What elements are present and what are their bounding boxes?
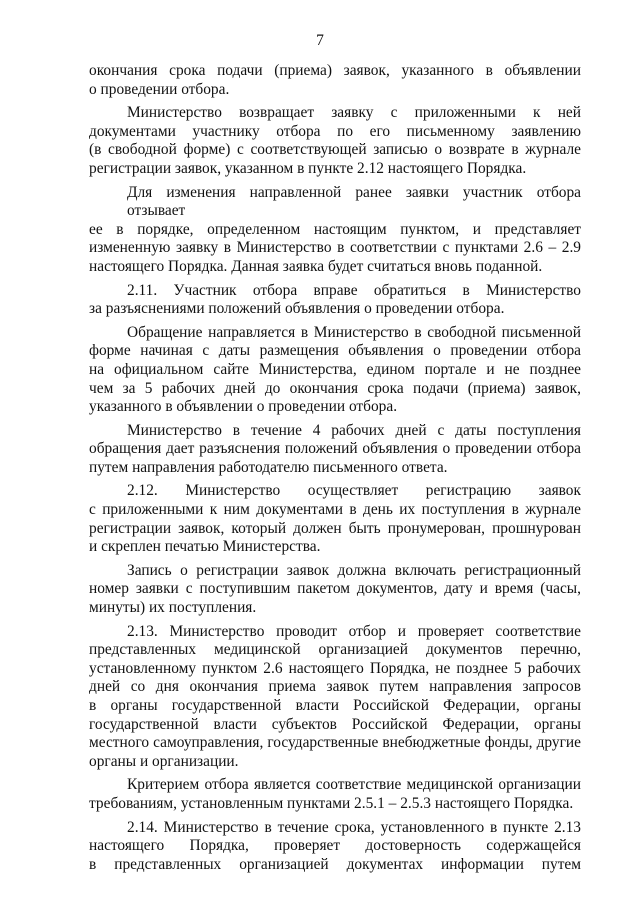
text-line: 2.11. Участник отбора вправе обратиться в Министерство [127, 281, 581, 299]
text-line: 2.13. Министерство проводит отбор и проверяет соответствие [127, 622, 581, 640]
text-line: Министерство возвращает заявку с приложенными к ней [127, 104, 581, 122]
text-line: настоящего Порядка, проверяет достоверность содержащейся [89, 837, 581, 855]
page-number: 7 [316, 32, 324, 49]
text-line: требованиям, установленным пунктами 2.5.1 – 2.5.3 настоящего Порядка. [89, 794, 574, 812]
text-line: номер заявки с поступившим пакетом документов, дату и время (часы, [89, 580, 581, 598]
text-line: путем направления работодателю письменного ответа. [89, 458, 448, 476]
text-line: форме начиная с даты размещения объявления о проведении отбора [89, 342, 581, 360]
text-line: и скреплен печатью Министерства. [89, 538, 321, 556]
paragraph [89, 184, 581, 277]
text-line: за разъяснениями положений объявления о проведении отбора. [89, 300, 505, 318]
text-line: (в свободной форме) с соответствующей записью о возврате в журнале [89, 141, 581, 159]
text-line: регистрации заявок, который должен быть пронумерован, прошнурован [89, 519, 581, 537]
text-line: местного самоуправления, государственные внебюджетные фонды, другие [89, 734, 581, 752]
text-line: настоящего Порядка. Данная заявка будет считаться вновь поданной. [89, 257, 543, 275]
paragraph [89, 282, 581, 319]
paragraph [89, 776, 581, 813]
paragraph [89, 623, 581, 772]
text-line: Министерство в течение 4 рабочих дней с даты поступления [127, 421, 581, 439]
text-line: о проведении отбора. [89, 80, 230, 98]
text-line: указанного в объявлении о проведении отбора. [89, 398, 398, 416]
text-line: окончания срока подачи (приема) заявок, указанного в объявлении [89, 62, 581, 79]
text-line: государственной власти субъектов Российской Федерации, органы [89, 715, 581, 733]
paragraph [89, 819, 581, 875]
paragraph [89, 104, 581, 178]
text-line: Критерием отбора является соответствие медицинской организации [127, 776, 581, 794]
paragraph [89, 482, 581, 556]
text-line: регистрации заявок, указанном в пункте 2.12 настоящего Порядка. [89, 159, 527, 177]
paragraph [89, 324, 581, 417]
text-line: 2.14. Министерство в течение срока, установленного в пункте 2.13 [127, 818, 581, 836]
text-line: обращения дает разъяснения положений объявления о проведении отбора [89, 440, 581, 458]
text-line: установленному пунктом 2.6 настоящего Порядка, не позднее 5 рабочих [89, 659, 581, 677]
text-line: измененную заявку в Министерство в соответствии с пунктами 2.6 – 2.9 [89, 239, 581, 257]
text-line: Для изменения направленной ранее заявки участник отбора отзывает [127, 183, 581, 220]
text-line: документами участнику отбора по его письменному заявлению [89, 122, 581, 140]
text-line: ее в порядке, определенном настоящим пунктом, и представляет [89, 220, 581, 238]
text-line: представленных медицинской организацией документов перечню, [89, 641, 581, 659]
text-line: дней со дня окончания приема заявок путем направления запросов [89, 678, 581, 696]
paragraph [89, 422, 581, 478]
text-line: в органы государственной власти Российской Федерации, органы [89, 697, 581, 714]
text-line: чем за 5 рабочих дней до окончания срока подачи (приема) заявок, [89, 379, 581, 397]
text-line: с приложенными к ним документами в день их поступления в журнале [89, 501, 581, 519]
text-line: Запись о регистрации заявок должна включать регистрационный [127, 561, 581, 579]
paragraph [89, 62, 581, 99]
document-body [89, 62, 581, 879]
text-line: минуты) их поступления. [89, 599, 257, 617]
paragraph [89, 562, 581, 618]
text-line: 2.12. Министерство осуществляет регистрацию заявок [127, 482, 581, 500]
text-line: в представленных организацией документах информации путем [89, 855, 581, 873]
text-line: Обращение направляется в Министерство в свободной письменной [127, 323, 581, 341]
text-line: на официальном сайте Министерства, едином портале и не позднее [89, 360, 581, 378]
text-line: органы и организации. [89, 752, 239, 770]
